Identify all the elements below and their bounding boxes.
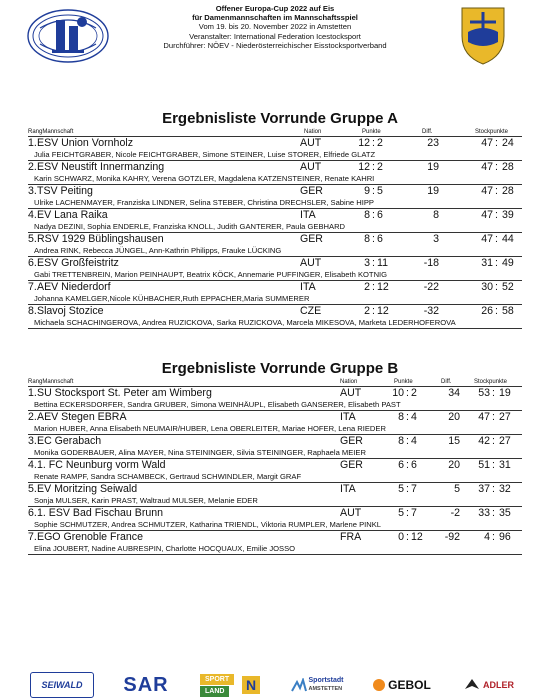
- team-nation: AUT: [300, 161, 322, 173]
- team-players: Bettina ECKERSDORFER, Sandra GRUBER, Simona WEINHÄUPL, Elisabeth GANSERER, Elisabeth PAST: [34, 400, 401, 409]
- team-points-lost: 4: [411, 435, 417, 447]
- team-points-lost: 2: [377, 137, 383, 149]
- team-points-lost: 7: [411, 507, 417, 519]
- team-name: 1. FC Neunburg vorm Wald: [37, 459, 166, 471]
- team-diff: 23: [427, 137, 439, 149]
- stock-separator: :: [492, 411, 495, 423]
- team-diff: 19: [427, 185, 439, 197]
- points-separator: :: [406, 435, 409, 447]
- team-name: RSV 1929 Büblingshausen: [37, 233, 164, 245]
- team-rank: 4.: [28, 459, 37, 471]
- sportstadt-figure-icon: [291, 678, 307, 692]
- points-separator: :: [406, 459, 409, 471]
- team-nation: AUT: [300, 137, 322, 149]
- team-diff: -2: [450, 507, 460, 519]
- sponsor-sportland-n-icon: N: [242, 676, 260, 694]
- team-line: [28, 257, 522, 270]
- team-points-won: 6: [398, 459, 404, 471]
- team-points-won: 5: [398, 507, 404, 519]
- team-line: [28, 233, 522, 246]
- points-separator: :: [406, 387, 409, 399]
- team-points-won: 8: [398, 411, 404, 423]
- team-rank: 7.: [28, 281, 37, 293]
- team-diff: -32: [423, 305, 439, 317]
- col-stock-header: Stockpunkte: [475, 129, 509, 135]
- team-stock-for: 47: [481, 137, 493, 149]
- team-diff: 20: [448, 459, 460, 471]
- points-separator: :: [372, 209, 375, 221]
- team-players: Sonja MULSER, Karin PRAST, Waltraud MULSER, Melanie EDER: [34, 496, 258, 505]
- stock-separator: :: [495, 233, 498, 245]
- team-players: Karin SCHWARZ, Monika KAHRY, Verena GOTZLER, Magdalena KATZENSTEINER, Renate KAHRI: [34, 174, 375, 183]
- points-separator: :: [406, 411, 409, 423]
- team-points-won: 8: [398, 435, 404, 447]
- team-stock-against: 24: [502, 137, 514, 149]
- col-diff-header: Diff.: [422, 129, 433, 135]
- team-rank: 5.: [28, 483, 37, 495]
- team-nation: ITA: [300, 209, 316, 221]
- team-points-won: 2: [364, 305, 370, 317]
- team-players: Julia FEICHTGRABER, Nicole FEICHTGRABER, Simone STEINER, Luise STORER, Elfriede GLATZ: [34, 150, 376, 159]
- team-name: ESV Großfeistritz: [37, 257, 119, 269]
- team-name: ESV Union Vornholz: [37, 137, 133, 149]
- points-separator: :: [406, 507, 409, 519]
- team-rank: 1.: [28, 387, 37, 399]
- team-row: [28, 161, 522, 185]
- team-line: [28, 281, 522, 294]
- group-b-rows: [28, 387, 522, 555]
- team-diff: -18: [423, 257, 439, 269]
- stock-separator: :: [492, 531, 495, 543]
- team-points-lost: 5: [377, 185, 383, 197]
- points-separator: :: [372, 233, 375, 245]
- team-points-lost: 7: [411, 483, 417, 495]
- team-rank: 3.: [28, 435, 37, 447]
- team-stock-against: 27: [499, 411, 511, 423]
- event-title: Offener Europa-Cup 2022 auf Eis: [215, 4, 335, 13]
- team-stock-against: 35: [499, 507, 511, 519]
- team-points-lost: 12: [411, 531, 423, 543]
- team-stock-for: 47: [481, 185, 493, 197]
- team-stock-against: 96: [499, 531, 511, 543]
- team-stock-for: 30: [481, 281, 493, 293]
- team-stock-against: 32: [499, 483, 511, 495]
- team-points-lost: 2: [377, 161, 383, 173]
- points-separator: :: [372, 257, 375, 269]
- team-rank: 7.: [28, 531, 37, 543]
- group-b-column-header: [28, 378, 522, 387]
- team-rank: 4.: [28, 209, 37, 221]
- team-line: [28, 387, 522, 400]
- team-rank: 3.: [28, 185, 37, 197]
- team-players: Michaela SCHACHINGEROVA, Andrea RUZICKOVA, Sarka RUZICKOVA, Marcela MIKESOVA, Marketa LEDERHOFEROVA: [34, 318, 456, 327]
- team-row: [28, 233, 522, 257]
- team-diff: -22: [423, 281, 439, 293]
- team-line: [28, 305, 522, 318]
- team-points-won: 2: [364, 281, 370, 293]
- team-nation: GER: [340, 459, 363, 471]
- team-stock-against: 27: [499, 435, 511, 447]
- team-stock-for: 47: [478, 411, 490, 423]
- team-nation: CZE: [300, 305, 322, 317]
- team-stock-for: 53: [478, 387, 490, 399]
- sponsor-amstetten-label-2: AMSTETTEN: [308, 686, 343, 692]
- sponsor-sar-logo: [114, 672, 178, 698]
- team-row: [28, 305, 522, 329]
- points-separator: :: [372, 137, 375, 149]
- team-nation: AUT: [340, 507, 362, 519]
- event-dates: Vom 19. bis 20. November 2022 in Amstetten: [198, 22, 352, 32]
- team-name: AEV Stegen EBRA: [37, 411, 127, 423]
- team-nation: ITA: [300, 281, 316, 293]
- team-stock-against: 52: [502, 281, 514, 293]
- team-rank: 8.: [28, 305, 37, 317]
- team-players: Marion HUBER, Anna Elisabeth NEUMAIR/HUBER, Lena OBERLEITER, Mariae HOFER, Lena RIEDER: [34, 424, 386, 433]
- team-players: Gabi TRETTENBREIN, Marion PEINHAUPT, Beatrix KÖCK, Annemarie PUFFINGER, Elisabeth KOTNIG: [34, 270, 388, 279]
- team-stock-against: 31: [499, 459, 511, 471]
- team-points-won: 8: [364, 209, 370, 221]
- page-header: [0, 0, 548, 80]
- team-rank: 1.: [28, 137, 37, 149]
- team-row: [28, 257, 522, 281]
- stock-separator: :: [495, 161, 498, 173]
- team-line: [28, 137, 522, 150]
- sponsor-sportland-logo: [200, 672, 262, 698]
- noev-crest-icon: [458, 2, 508, 66]
- team-points-won: 0: [398, 531, 404, 543]
- stock-separator: :: [495, 185, 498, 197]
- team-players: Johanna KAMELGER,Nicole KÜHBACHER,Ruth EPPACHER,Maria SUMMERER: [34, 294, 310, 303]
- sponsor-seiwald-label: SEIWALD: [41, 680, 83, 690]
- event-host: Durchführer: NÖEV - Niederösterreichischer Eisstocksportverband: [163, 40, 387, 50]
- team-points-won: 5: [398, 483, 404, 495]
- team-row: [28, 387, 522, 411]
- sponsor-sportland-label-2: LAND: [200, 686, 229, 697]
- team-name: EC Gerabach: [37, 435, 102, 447]
- team-diff: 34: [448, 387, 460, 399]
- team-points-won: 8: [364, 233, 370, 245]
- team-nation: AUT: [340, 387, 362, 399]
- team-players: Ulrike LACHENMAYER, Franziska LINDNER, Selina STEBER, Christina DRECHSLER, Sabine HIPP: [34, 198, 374, 207]
- adler-eagle-icon: [464, 677, 480, 693]
- team-players: Sophie SCHMUTZER, Andrea SCHMUTZER, Katharina TRIENDL, Viktoria RUMPLER, Marlene PINKL: [34, 520, 382, 529]
- stock-separator: :: [492, 435, 495, 447]
- team-row: [28, 507, 522, 531]
- team-points-won: 10: [392, 387, 404, 399]
- event-info: [120, 4, 430, 50]
- group-a-column-header: [28, 128, 522, 137]
- team-diff: 15: [448, 435, 460, 447]
- team-line: [28, 531, 522, 544]
- team-name: 1. ESV Bad Fischau Brunn: [37, 507, 164, 519]
- team-name: EV Lana Raika: [37, 209, 108, 221]
- team-row: [28, 531, 522, 555]
- team-stock-against: 19: [499, 387, 511, 399]
- team-points-won: 12: [358, 161, 370, 173]
- team-line: [28, 507, 522, 520]
- stock-separator: :: [492, 483, 495, 495]
- team-diff: 5: [454, 483, 460, 495]
- team-rank: 6.: [28, 507, 37, 519]
- sponsor-sportland-label-1: SPORT: [200, 674, 234, 685]
- team-stock-against: 44: [502, 233, 514, 245]
- gebol-dot-icon: [373, 679, 385, 691]
- team-name: EGO Grenoble France: [37, 531, 143, 543]
- sponsor-seiwald-logo: [30, 672, 94, 698]
- team-stock-for: 42: [478, 435, 490, 447]
- team-stock-for: 31: [481, 257, 493, 269]
- team-stock-for: 26: [481, 305, 493, 317]
- team-points-lost: 12: [377, 305, 389, 317]
- points-separator: :: [406, 483, 409, 495]
- team-diff: 20: [448, 411, 460, 423]
- team-stock-against: 28: [502, 161, 514, 173]
- team-stock-for: 51: [478, 459, 490, 471]
- col-diff-header: Diff.: [441, 379, 452, 385]
- team-row: [28, 483, 522, 507]
- sponsor-adler-logo: [456, 672, 522, 698]
- sponsor-sar-label: SAR: [123, 673, 169, 696]
- event-subtitle: für Damenmannschaften im Mannschaftsspiel: [192, 13, 358, 23]
- points-separator: :: [406, 531, 409, 543]
- team-stock-for: 47: [481, 233, 493, 245]
- group-b-results: [28, 360, 522, 555]
- col-nation-header: Nation: [340, 379, 358, 385]
- sponsor-bar: [0, 666, 548, 700]
- ifi-logo-icon: [26, 8, 110, 64]
- group-a-rows: [28, 137, 522, 329]
- sponsor-amstetten-label-1: Sportstadt: [308, 677, 344, 684]
- col-points-header: Punkte: [362, 129, 381, 135]
- team-line: [28, 411, 522, 424]
- stock-separator: :: [495, 209, 498, 221]
- team-name: TSV Peiting: [37, 185, 93, 197]
- stock-separator: :: [492, 507, 495, 519]
- team-points-lost: 6: [377, 209, 383, 221]
- stock-separator: :: [495, 257, 498, 269]
- team-line: [28, 209, 522, 222]
- team-row: [28, 137, 522, 161]
- points-separator: :: [372, 281, 375, 293]
- team-points-won: 9: [364, 185, 370, 197]
- col-nation-header: Nation: [304, 129, 322, 135]
- team-line: [28, 185, 522, 198]
- sponsor-gebol-logo: [366, 672, 438, 698]
- points-separator: :: [372, 161, 375, 173]
- team-diff: -92: [444, 531, 460, 543]
- team-nation: ITA: [340, 483, 356, 495]
- team-diff: 8: [433, 209, 439, 221]
- team-rank: 2.: [28, 411, 37, 423]
- stock-separator: :: [492, 387, 495, 399]
- team-line: [28, 161, 522, 174]
- stock-separator: :: [495, 281, 498, 293]
- team-points-lost: 12: [377, 281, 389, 293]
- team-points-lost: 11: [377, 257, 388, 269]
- team-line: [28, 459, 522, 472]
- team-row: [28, 209, 522, 233]
- team-row: [28, 281, 522, 305]
- team-name: SU Stocksport St. Peter am Wimberg: [37, 387, 212, 399]
- team-players: Monika GODERBAUER, Alina MAYER, Nina STEININGER, Silvia STEININGER, Raphaela MEIER: [34, 448, 366, 457]
- col-points-header: Punkte: [394, 379, 413, 385]
- points-separator: :: [372, 305, 375, 317]
- stock-separator: :: [495, 137, 498, 149]
- team-nation: FRA: [340, 531, 362, 543]
- team-stock-against: 49: [502, 257, 514, 269]
- team-points-won: 12: [358, 137, 370, 149]
- team-row: [28, 411, 522, 435]
- team-diff: 3: [433, 233, 439, 245]
- team-players: Andrea RINK, Rebecca JÜNGEL, Ann-Kathrin Philipps, Frauke LÜCKING: [34, 246, 282, 255]
- team-nation: GER: [300, 233, 323, 245]
- team-points-lost: 2: [411, 387, 417, 399]
- sponsor-adler-label: ADLER: [483, 680, 514, 690]
- team-name: Slavoj Stozice: [37, 305, 104, 317]
- team-name: ESV Neustift Innermanzing: [37, 161, 165, 173]
- team-nation: ITA: [340, 411, 356, 423]
- event-organizer: Veranstalter: International Federation Icestocksport: [189, 31, 361, 41]
- team-stock-for: 37: [478, 483, 490, 495]
- team-row: [28, 185, 522, 209]
- team-nation: GER: [300, 185, 323, 197]
- team-stock-for: 47: [481, 209, 493, 221]
- team-players: Nadya DEZINI, Sophia ENDERLE, Franziska KNOLL, Judith GANTERER, Paula GEBHARD: [34, 222, 346, 231]
- team-nation: GER: [340, 435, 363, 447]
- team-points-lost: 6: [377, 233, 383, 245]
- team-line: [28, 435, 522, 448]
- col-rank-team-header: RangMannschaft: [28, 379, 74, 385]
- stock-separator: :: [495, 305, 498, 317]
- points-separator: :: [372, 185, 375, 197]
- team-stock-against: 39: [502, 209, 514, 221]
- team-nation: AUT: [300, 257, 322, 269]
- team-stock-against: 58: [502, 305, 514, 317]
- team-points-lost: 4: [411, 411, 417, 423]
- group-b-title: Ergebnisliste Vorrunde Gruppe B: [161, 360, 399, 377]
- sponsor-amstetten-logo: [280, 672, 354, 698]
- team-diff: 19: [427, 161, 439, 173]
- team-rank: 2.: [28, 161, 37, 173]
- stock-separator: :: [492, 459, 495, 471]
- team-stock-against: 28: [502, 185, 514, 197]
- team-row: [28, 435, 522, 459]
- team-points-won: 3: [364, 257, 370, 269]
- sponsor-gebol-label: GEBOL: [388, 678, 431, 692]
- col-rank-team-header: RangMannschaft: [28, 129, 74, 135]
- team-stock-for: 47: [481, 161, 493, 173]
- group-a-title: Ergebnisliste Vorrunde Gruppe A: [162, 110, 398, 127]
- team-name: AEV Niederdorf: [37, 281, 111, 293]
- team-stock-for: 33: [478, 507, 490, 519]
- group-a-results: [28, 110, 522, 329]
- col-stock-header: Stockpunkte: [474, 379, 508, 385]
- team-players: Elina JOUBERT, Nadine AUBRESPIN, Charlotte HOCQUAUX, Emilie JOSSO: [34, 544, 296, 553]
- team-rank: 6.: [28, 257, 37, 269]
- team-players: Renate RAMPF, Sandra SCHAMBECK, Gertraud SCHWINDLER, Margit GRAF: [34, 472, 302, 481]
- team-points-lost: 6: [411, 459, 417, 471]
- team-stock-for: 4: [484, 531, 490, 543]
- team-row: [28, 459, 522, 483]
- team-rank: 5.: [28, 233, 37, 245]
- team-name: EV Moritzing Seiwald: [37, 483, 138, 495]
- team-line: [28, 483, 522, 496]
